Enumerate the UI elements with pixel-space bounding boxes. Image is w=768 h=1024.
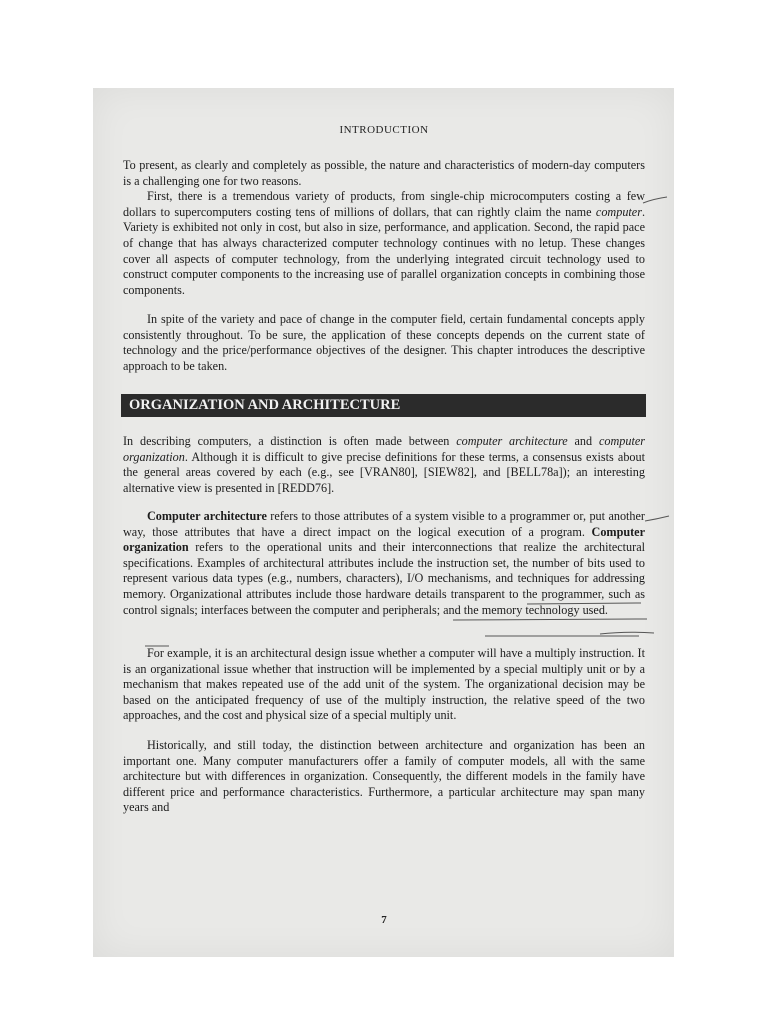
emphasis-computer-architecture: computer architecture <box>456 434 568 448</box>
pencil-mark-arrow-2 <box>643 513 673 527</box>
running-header: INTRODUCTION <box>339 124 429 136</box>
section-paragraph-2 <box>123 509 645 618</box>
section-paragraph-3: For example, it is an architectural design issue whether a computer will have a multiply instruction. It is an organizational issue whether that instruction will be implemented by a special multiply unit or by a mechanism that makes repeated use of the add unit of the system. The organizational decision may be based on the anticipated frequency of use of the multiply instruction, the relative speed of the two approaches, and the cost and physical size of a special multiply unit. <box>123 646 645 723</box>
section-paragraph-3-block <box>123 646 645 724</box>
section-heading: ORGANIZATION AND ARCHITECTURE <box>121 394 646 417</box>
intro-paragraph-2 <box>123 189 645 298</box>
section-p1-part-b: and <box>567 434 599 448</box>
intro-paragraphs-1 <box>123 158 645 298</box>
intro-paragraph-2-part-b: . Variety is exhibited not only in cost, but also in size, performance, and application. Second, the rapid pace of change that has always characterized computer technology continues with no letup. These changes cover all aspects of computer technology, from the underlying integrated circuit technology used to construct computer components to the increasing use of parallel organization concepts in combining those components. <box>123 204 645 297</box>
section-p1-part-c: . Although it is difficult to give precise definitions for these terms, a consensus exists about the general areas covered by each (e.g., see [VRAN80], [SIEW82], and [BELL78a]); an interesting alternative view is presented in [REDD76]. <box>123 449 645 495</box>
section-p1-part-a: In describing computers, a distinction is often made between <box>123 434 457 448</box>
intro-emphasis-computer: computer <box>595 204 642 219</box>
intro-paragraph-1: To present, as clearly and completely as possible, the nature and characteristics of modern-day computers is a challenging one for two reasons. <box>123 158 645 188</box>
book-page <box>93 88 674 957</box>
intro-paragraphs-2 <box>123 312 645 374</box>
section-paragraph-4-block <box>123 738 645 816</box>
section-paragraph-4: Historically, and still today, the distinction between architecture and organization has been an important one. Many computer manufacturers offer a family of computer models, all with the same architecture but with differences in organization. Consequently, the different models in the family have different price and performance characteristics. Furthermore, a particular architecture may span many years and <box>123 738 645 815</box>
term-computer-organization: Computer organization <box>123 524 645 555</box>
section-p2-part-c: refers to the operational units and their interconnections that realize the architectural specifications. Examples of architectural attributes include the instruction set, the number of bits used to represent various data types (e.g., numbers, characters), I/O mechanisms, and techniques for addressing memory. Organizational attributes include those hardware details transparent to the programmer, such as control signals; interfaces between the computer and peripherals; and the memory technology used. <box>123 540 645 617</box>
pencil-underline-3 <box>483 632 643 640</box>
page-number: 7 <box>381 914 387 926</box>
section-paragraph-1-block <box>123 434 645 496</box>
pencil-underline-4 <box>598 629 658 637</box>
intro-paragraph-3: In spite of the variety and pace of change in the computer field, certain fundamental concepts apply consistently throughout. To be sure, the application of these concepts depends on the current state of technology and the price/performance objectives of the designer. This chapter introduces the descriptive approach to be taken. <box>123 312 645 373</box>
section-p2-part-a: refers to those attributes of a system visible to a programmer or, put another way, those attributes that have a direct impact on the logical execution of a program. <box>123 509 645 539</box>
intro-paragraph-2-part-a: First, there is a tremendous variety of products, from single-chip microcomputers costing a few dollars to supercomputers costing tens of millions of dollars, that can rightly claim the name <box>123 189 645 219</box>
section-paragraph-1 <box>123 434 645 496</box>
section-paragraph-2-block <box>123 509 645 618</box>
pencil-mark-arrow-1 <box>641 193 671 207</box>
term-computer-architecture: Computer architecture <box>147 509 267 523</box>
emphasis-computer-organization: computer organization <box>123 434 645 464</box>
